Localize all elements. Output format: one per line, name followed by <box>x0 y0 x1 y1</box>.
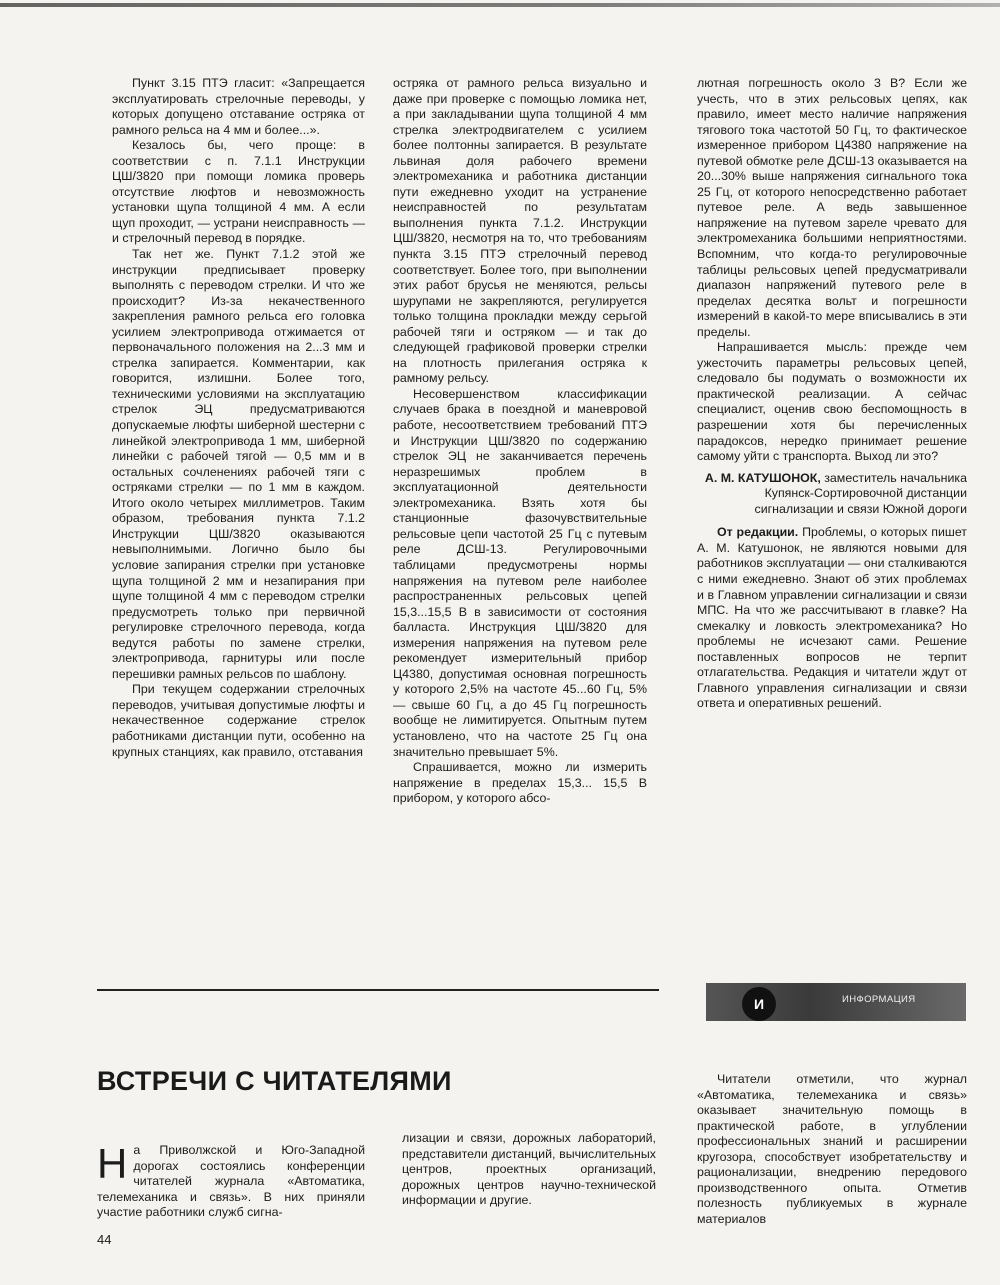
paragraph: Так нет же. Пункт 7.1.2 этой же инструкции предписывает проверку выполнять с переводом стрелки. И что же происходит? Из-за некачественного закрепления рамного рельса его головка усилием электропривода отжимается от первоначального положения на 2...3 мм и стрелка запирается. Комментарии, как говорится, излишни. Более того, техническими условиями на эксплуатацию стрелок ЭЦ предусматриваются допускаемые люфты шиберной шестерни с линейкой электропривода 1 мм, шиберной линейки с рабочей тягой — 0,5 мм и в остальных сочленениях рабочей тяги с остряками стрелки — по 1 мм в каждом. Итого около четырех миллиметров. Таким образом, требования пункта 7.1.2 Инструкции ЦШ/3820 оказываются невыполнимыми. Логично было бы условие запирания стрелки при установке щупа толщиной 2 мм и незапирания при щупе толщиной 4 мм с переводом стрелки предусмотреть только при первичной регулировке стрелочного перевода, когда ведутся работы по замене стрелки, электропривода, гарнитуры или после перешивки рамных рельсов по шаблону. <box>112 247 365 681</box>
paragraph: остряка от рамного рельса визуально и даже при проверке с помощью ломика нет, а при закладывании щупа толщиной 4 мм стрелка электродвигателем с усилием более полтонны запирается. В результате львиная доля рабочего времени электромеханика и работника дистанции пути ежедневно уходит на устранение неисправностей по результатам выполнения пункта 7.1.2. Инструкции ЦШ/3820, несмотря на то, что требованиям пункта 3.15 ПТЭ стрелочный перевод соответствует. Более того, при выполнении этих работ брусья не меняются, рельсы шурупами не закрепляются, регулируется только толщина прокладки между серьгой рабочей тяги и остряком — и так до следующей графиковой проверки стрелки на плотность прилегания остряка к рамному рельсу. <box>393 76 647 386</box>
article-headline: ВСТРЕЧИ С ЧИТАТЕЛЯМИ <box>97 1066 452 1096</box>
author-name: А. М. КАТУШОНОК, <box>704 470 821 485</box>
paragraph: Пункт 3.15 ПТЭ гласит: «Запрещается эксплуатировать стрелочные переводы, у которых допущено отставание остряка от рамного рельса на 4 мм и более...». <box>112 76 365 137</box>
author-signature <box>697 471 967 518</box>
paragraph: Спрашивается, можно ли измерить напряжение в пределах 15,3... 15,5 В прибором, у которого абсо- <box>393 760 647 806</box>
paragraph: Кезалось бы, чего проще: в соответствии с п. 7.1.1 Инструкции ЦШ/3820 при помощи ломика проверь отсутствие люфтов и невозможность установки щупа толщиной 4 мм. А если щуп проходит, — устрани неисправность — и стрелочный перевод в порядке. <box>112 138 365 246</box>
article-column-3 <box>697 76 967 712</box>
editorial-label: От редакции. <box>717 525 799 540</box>
section-tab-letter: И <box>742 987 776 1021</box>
author-role: заместитель начальника Купянск-Сортировочной дистанции сигнализации и связи Южной дороги <box>754 470 967 516</box>
page-number: 44 <box>97 1232 112 1247</box>
news-column-2 <box>402 1131 656 1209</box>
paragraph: лизации и связи, дорожных лабораторий, представители дистанций, вычислительных центров, проектных организаций, дорожных центров научно-технической информации и другие. <box>402 1131 656 1208</box>
paragraph: Несовершенством классификации случаев брака в поездной и маневровой работе, несоответствием требований ПТЭ и Инструкции ЦШ/3820 по содержанию стрелок ЭЦ не заканчивается перечень неразрешимых проблем в эксплуатационной деятельности электромеханика. Взять хотя бы станционные фазочувствительные рельсовые цепи частотой 25 Гц с путевым реле ДСШ-13. Регулировочными таблицами предусмотрены нормы напряжения на путевом реле наиболее распространенных рельсовых цепей 15,3...15,5 В в зависимости от состояния балласта. Инструкция ЦШ/3820 для измерения напряжения на путевом реле рекомендует измерительный прибор Ц4380, допустимая основная погрешность у которого 2,5% на частоте 45...60 Гц, 5% — свыше 60 Гц, а до 45 Гц погрешность вообще не лимитируется. Опытным путем установлено, что на частоте 25 Гц она значительно превышает 5%. <box>393 386 647 759</box>
news-column-3 <box>697 1072 967 1227</box>
top-rule <box>0 3 1000 7</box>
news-column-1 <box>97 1140 365 1221</box>
article-column-2 <box>393 76 647 807</box>
paragraph: лютная погрешность около 3 В? Если же учесть, что в этих рельсовых цепях, как правило, имеет место наличие напряжения тягового тока частотой 50 Гц, то фактическое измеренное прибором Ц4380 напряжение на путевой обмотке реле ДСШ-13 оказывается на 20...30% выше напряжения сигнального тока 25 Гц, от которого непосредственно работает путевое реле. А ведь завышенное напряжение на путевом зареле чревато для электромеханика большими неприятностями. Вспомним, что когда-то регулировочные таблицы рельсовых цепей предусматривали диапазон напряжений путевого реле в пределах десятка вольт и погрешности измерений в какой-то мере вписывались в эти пределы. <box>697 76 967 339</box>
section-tab-label: ИНФОРМАЦИЯ <box>842 994 916 1005</box>
section-divider <box>97 989 659 991</box>
paragraph: Напрашивается мысль: прежде чем ужесточить параметры рельсовых цепей, следовало бы подумать о возможности их практической реализации. А сейчас специалист, оценив свою беспомощность в разрешении хотя бы перечисленных парадоксов, нередко принимает решение самому уйти с транспорта. Выход ли это? <box>697 340 967 464</box>
article-column-1 <box>112 76 365 760</box>
paragraph: Читатели отметили, что журнал «Автоматика, телемеханика и связь» оказывает значительную помощь в практической работе, в углублении профессиональных знаний и расширении кругозора, способствует изобретательству и рационализации, внедрению передового производственного опыта. Отметив полезность публикуемых в журнале материалов <box>697 1072 967 1226</box>
drop-cap: Н <box>97 1140 128 1187</box>
editorial-note <box>697 525 967 712</box>
paragraph: а Приволжской и Юго-Западной дорогах состоялись конференции читателей журнала «Автоматика, телемеханика и связь». В них приняли участие работники служб сигна- <box>97 1143 365 1220</box>
editorial-text: Проблемы, о которых пишет А. М. Катушонок, не являются новыми для работников эксплуатации — они сталкиваются с ними ежедневно. Знают об этих проблемах и в Главном управлении сигнализации и связи МПС. На что же рассчитывают в главке? На смекалку и ловкость электромеханика? Но проблемы не исчезают сами. Решение поставленных вопросов не терпит отлагательства. Редакция и читатели ждут от Главного управления сигнализации и связи ответа и оперативных решений. <box>697 525 967 711</box>
paragraph: При текущем содержании стрелочных переводов, учитывая допустимые люфты и некачественное содержание стрелок работниками дистанции пути, особенно на крупных станциях, как правило, отставания <box>112 682 365 759</box>
